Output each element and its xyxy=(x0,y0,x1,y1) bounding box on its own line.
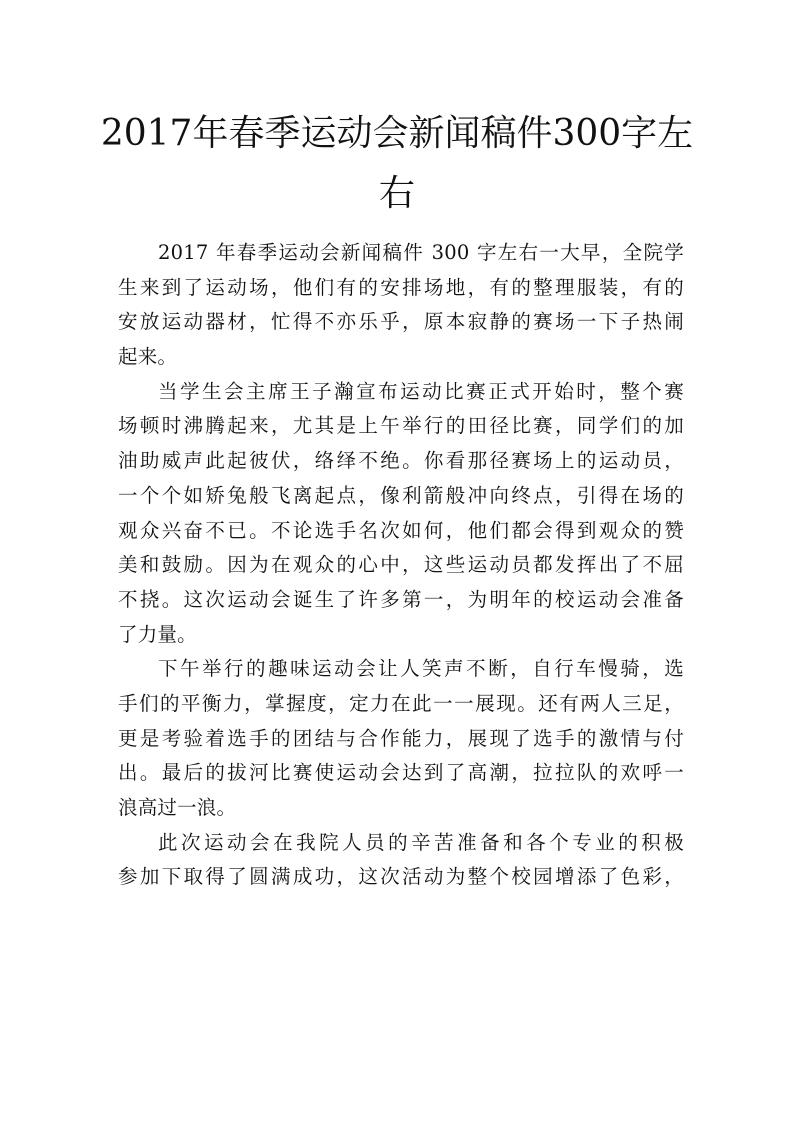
paragraph-line: 起来。 xyxy=(118,345,178,369)
paragraph-line: 不挠。这次运动会诞生了许多第一，为明年的校运动会准备 xyxy=(118,587,684,611)
paragraph-line: 浪高过一浪。 xyxy=(118,796,237,819)
paragraph-line: 安放运动器材，忙得不亦乐乎，原本寂静的赛场一下子热闹 xyxy=(118,310,684,334)
paragraph-line: 参加下取得了圆满成功，这次活动为整个校园增添了色彩， xyxy=(118,865,684,889)
paragraph-line: 生来到了运动场，他们有的安排场地，有的整理服装，有的 xyxy=(118,275,684,299)
paragraph-line: 2017 年春季运动会新闻稿件 300 字左右一大早，全院学 xyxy=(158,241,684,264)
paragraph-line: 当学生会主席王子瀚宣布运动比赛正式开始时，整个赛 xyxy=(158,379,684,403)
paragraph-line: 美和鼓励。因为在观众的心中，这些运动员都发挥出了不屈 xyxy=(118,553,684,577)
paragraph-3 xyxy=(118,652,684,825)
paragraph-line: 更是考验着选手的团结与合作能力，展现了选手的激情与付 xyxy=(118,726,684,750)
paragraph-line: 手们的平衡力，掌握度，定力在此一一展现。还有两人三足， xyxy=(118,691,684,715)
document-body xyxy=(118,236,684,895)
paragraph-line: 了力量。 xyxy=(118,622,197,646)
paragraph-2 xyxy=(118,375,684,653)
paragraph-line: 场顿时沸腾起来，尤其是上午举行的田径比赛，同学们的加 xyxy=(118,414,684,438)
paragraph-line: 出。最后的拔河比赛使运动会达到了高潮，拉拉队的欢呼一 xyxy=(118,761,684,785)
paragraph-4 xyxy=(118,826,684,895)
paragraph-line: 下午举行的趣味运动会让人笑声不断，自行车慢骑，选 xyxy=(158,657,684,681)
paragraph-line: 一个个如矫兔般飞离起点，像利箭般冲向终点，引得在场的 xyxy=(118,483,684,507)
paragraph-line: 此次运动会在我院人员的辛苦准备和各个专业的积极 xyxy=(158,830,684,854)
paragraph-line: 油助威声此起彼伏，络绎不绝。你看那径赛场上的运动员， xyxy=(118,449,684,473)
paragraph-line: 观众兴奋不已。不论选手名次如何，他们都会得到观众的赞 xyxy=(118,518,684,542)
document-title: 2017年春季运动会新闻稿件300字左右 xyxy=(100,113,694,214)
paragraph-1 xyxy=(118,236,684,375)
